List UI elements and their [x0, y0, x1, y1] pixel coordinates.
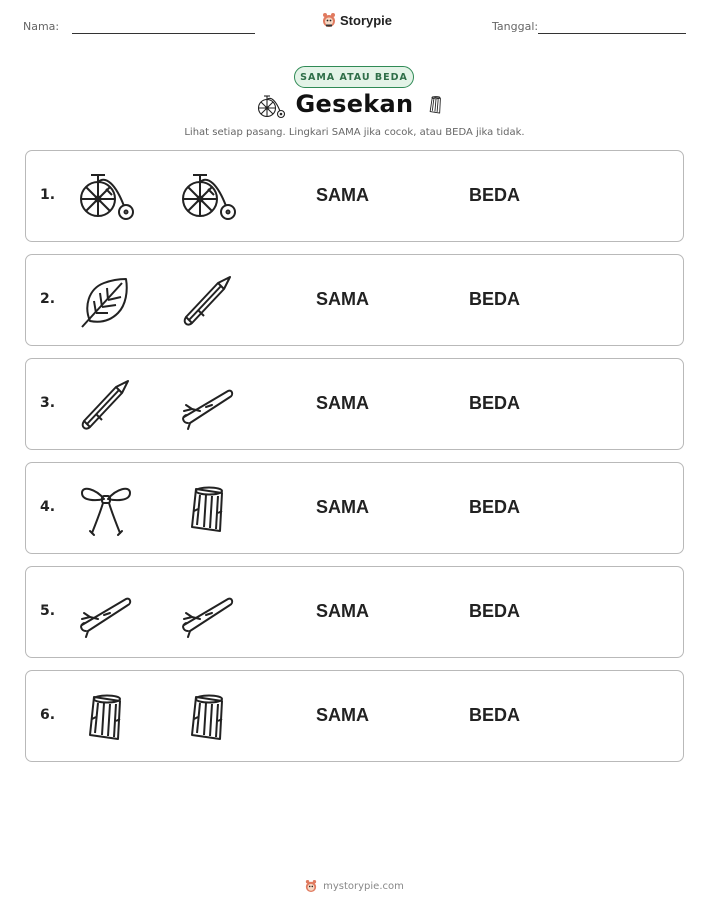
title-row: [0, 90, 709, 124]
question-number: 2.: [40, 291, 56, 307]
option-same[interactable]: SAMA: [316, 705, 369, 725]
mascot-icon: [305, 879, 317, 893]
footer-url: mystorypie.com: [323, 880, 404, 892]
instruction-text: Lihat setiap pasang. Lingkari SAMA jika cocok, atau BEDA jika tidak.: [184, 127, 525, 138]
date-label: Tanggal:: [492, 20, 539, 33]
mascot-icon: [322, 12, 336, 28]
question-row: [25, 462, 684, 554]
option-same[interactable]: SAMA: [316, 185, 369, 205]
option-same[interactable]: SAMA: [316, 601, 369, 621]
log-icon: [425, 92, 447, 122]
bicycle-icon: [178, 169, 238, 225]
brand-logo: [322, 12, 392, 28]
option-different[interactable]: BEDA: [469, 185, 521, 205]
option-different[interactable]: BEDA: [469, 289, 521, 309]
question-number: 1.: [40, 187, 56, 203]
page-title: Gesekan: [295, 90, 414, 118]
option-same[interactable]: SAMA: [316, 393, 369, 413]
option-different[interactable]: BEDA: [469, 705, 521, 725]
leaf-icon: [76, 273, 136, 329]
footer: [0, 879, 709, 893]
brand-name: Storypie: [340, 12, 393, 28]
pencil-icon: [178, 273, 238, 329]
date-field[interactable]: [538, 33, 686, 34]
bicycle-icon: [76, 169, 136, 225]
bow-icon: [76, 481, 136, 537]
question-number: 4.: [40, 499, 56, 515]
option-same[interactable]: SAMA: [316, 289, 369, 309]
name-label: Nama:: [23, 20, 60, 33]
option-different[interactable]: BEDA: [469, 393, 521, 413]
question-row: [25, 670, 684, 762]
worksheet-type-badge: SAMA ATAU BEDA: [294, 66, 414, 88]
log-icon: [178, 481, 238, 537]
name-field[interactable]: [72, 33, 255, 34]
log-icon: [178, 689, 238, 745]
pencil-icon: [76, 377, 136, 433]
log-icon: [76, 689, 136, 745]
worksheet-header: [0, 0, 709, 50]
stick-icon: [76, 585, 136, 641]
stick-icon: [178, 585, 238, 641]
question-row: [25, 254, 684, 346]
question-row: [25, 150, 684, 242]
question-row: [25, 358, 684, 450]
question-number: 6.: [40, 707, 56, 723]
option-different[interactable]: BEDA: [469, 497, 521, 517]
question-number: 3.: [40, 395, 56, 411]
option-different[interactable]: BEDA: [469, 601, 521, 621]
stick-icon: [178, 377, 238, 433]
option-same[interactable]: SAMA: [316, 497, 369, 517]
question-row: [25, 566, 684, 658]
question-number: 5.: [40, 603, 56, 619]
